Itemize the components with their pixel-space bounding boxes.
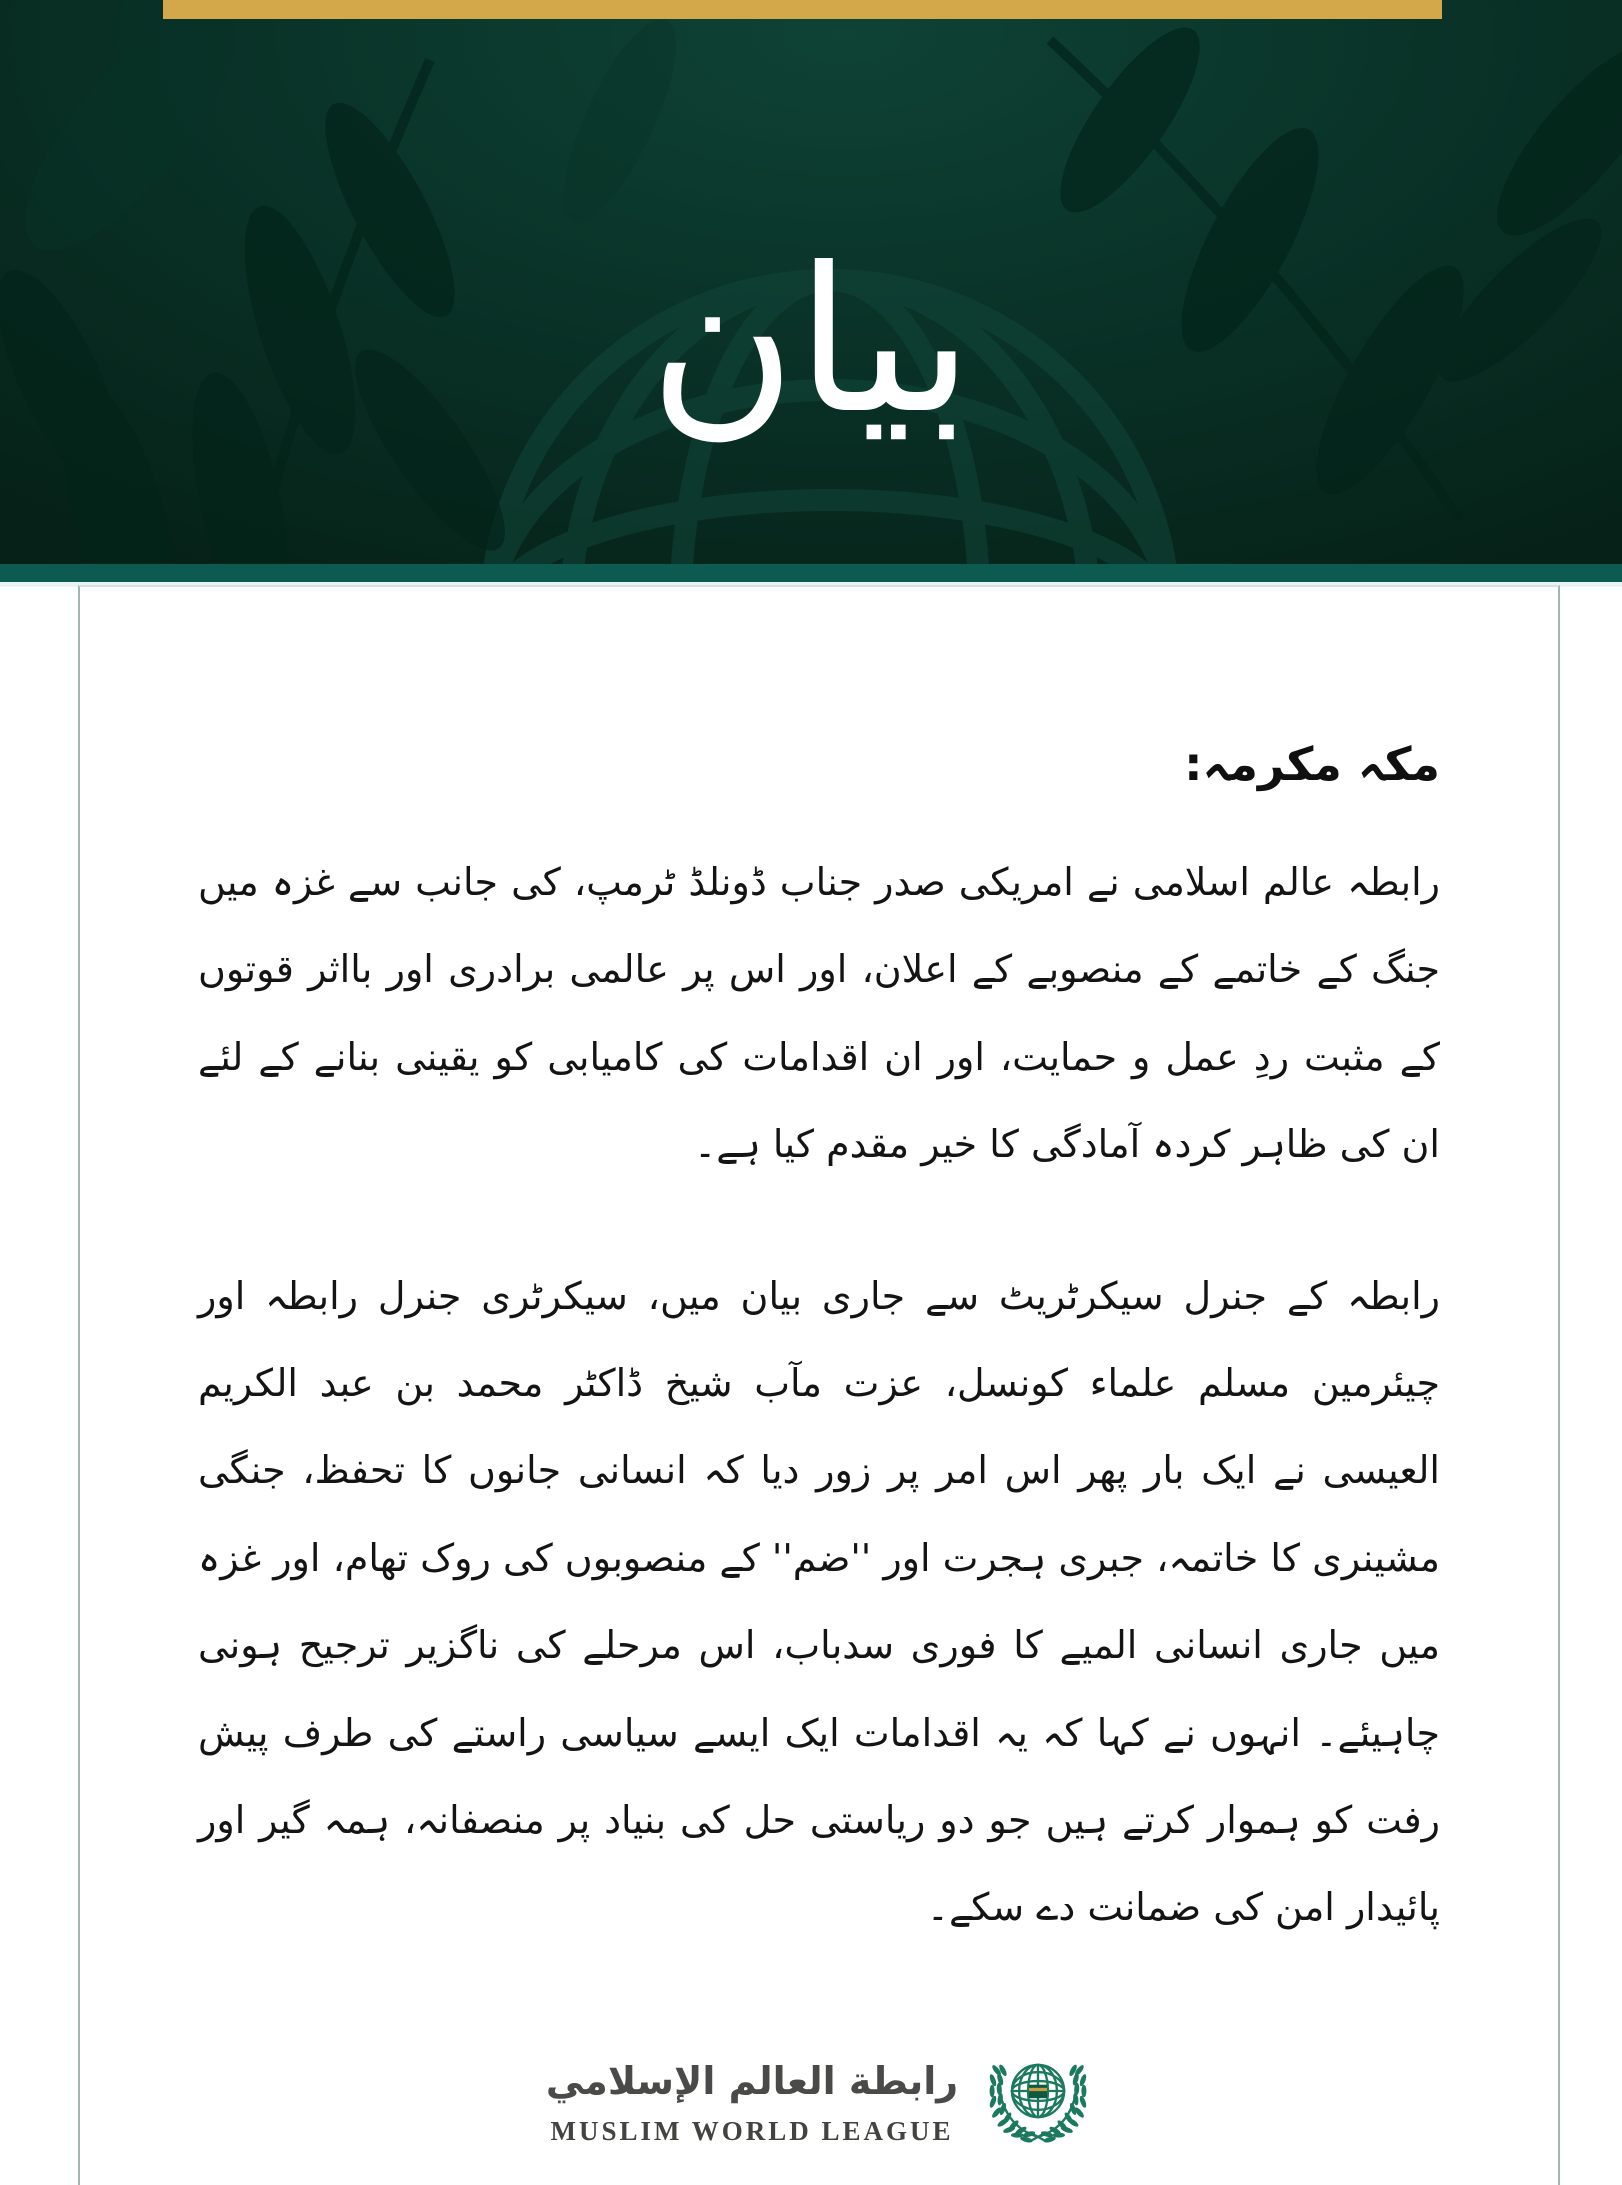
mwl-logo-text xyxy=(546,2053,958,2147)
statement-card xyxy=(78,585,1560,2185)
kaaba-icon xyxy=(1029,2084,1047,2098)
mwl-english-name: MUSLIM WORLD LEAGUE xyxy=(550,2115,954,2146)
banner-title: بیان xyxy=(649,225,973,458)
mwl-arabic-name: رابطة العالم الإسلامي xyxy=(545,2058,959,2103)
header-banner xyxy=(0,0,1622,564)
mwl-emblem-icon xyxy=(984,2044,1092,2156)
gold-accent-bar xyxy=(163,0,1442,19)
statement-paragraph-1: رابطہ عالم اسلامی نے امریکی صدر جناب ڈونلڈ ٹرمپ، کی جانب سے غزہ میں جنگ کے خاتمے کے منصوبے کے اعلان، اور اس پر عالمی برادری اور بااثر قوتوں کے مثبت ردِ عمل و حمایت، اور ان اقدامات کی کامیابی کو یقینی بنانے کے لئے ان کی ظاہر کردہ آمادگی کا خیر مقدم کیا ہے۔ xyxy=(198,860,1440,1167)
location-heading: مکہ مکرمہ: xyxy=(1184,737,1440,791)
mwl-logo xyxy=(198,2044,1440,2156)
statement-paragraph-2: رابطہ کے جنرل سیکرٹریٹ سے جاری بیان میں، سیکرٹری جنرل رابطہ اور چیئرمین مسلم علماء کونسل، عزت مآب شیخ ڈاکٹر محمد بن عبد الکریم العیسی نے ایک بار پھر اس امر پر زور دیا کہ انسانی جانوں کا تحفظ، جنگی مشینری کا خاتمہ، جبری ہجرت اور ''ضم'' کے منصوبوں کی روک تھام، اور غزہ میں جاری انسانی المیے کا فوری سدباب، اس مرحلے کی ناگزیر ترجیح ہونی چاہیئے۔ انہوں نے کہا کہ یہ اقدامات ایک ایسے سیاسی راستے کی طرف پیش رفت کو ہموار کرتے ہیں جو دو ریاستی حل کی بنیاد پر منصفانہ، ہمہ گیر اور پائیدار امن کی ضمانت دے سکے۔ xyxy=(198,1273,1440,1930)
teal-divider-band xyxy=(0,564,1622,582)
